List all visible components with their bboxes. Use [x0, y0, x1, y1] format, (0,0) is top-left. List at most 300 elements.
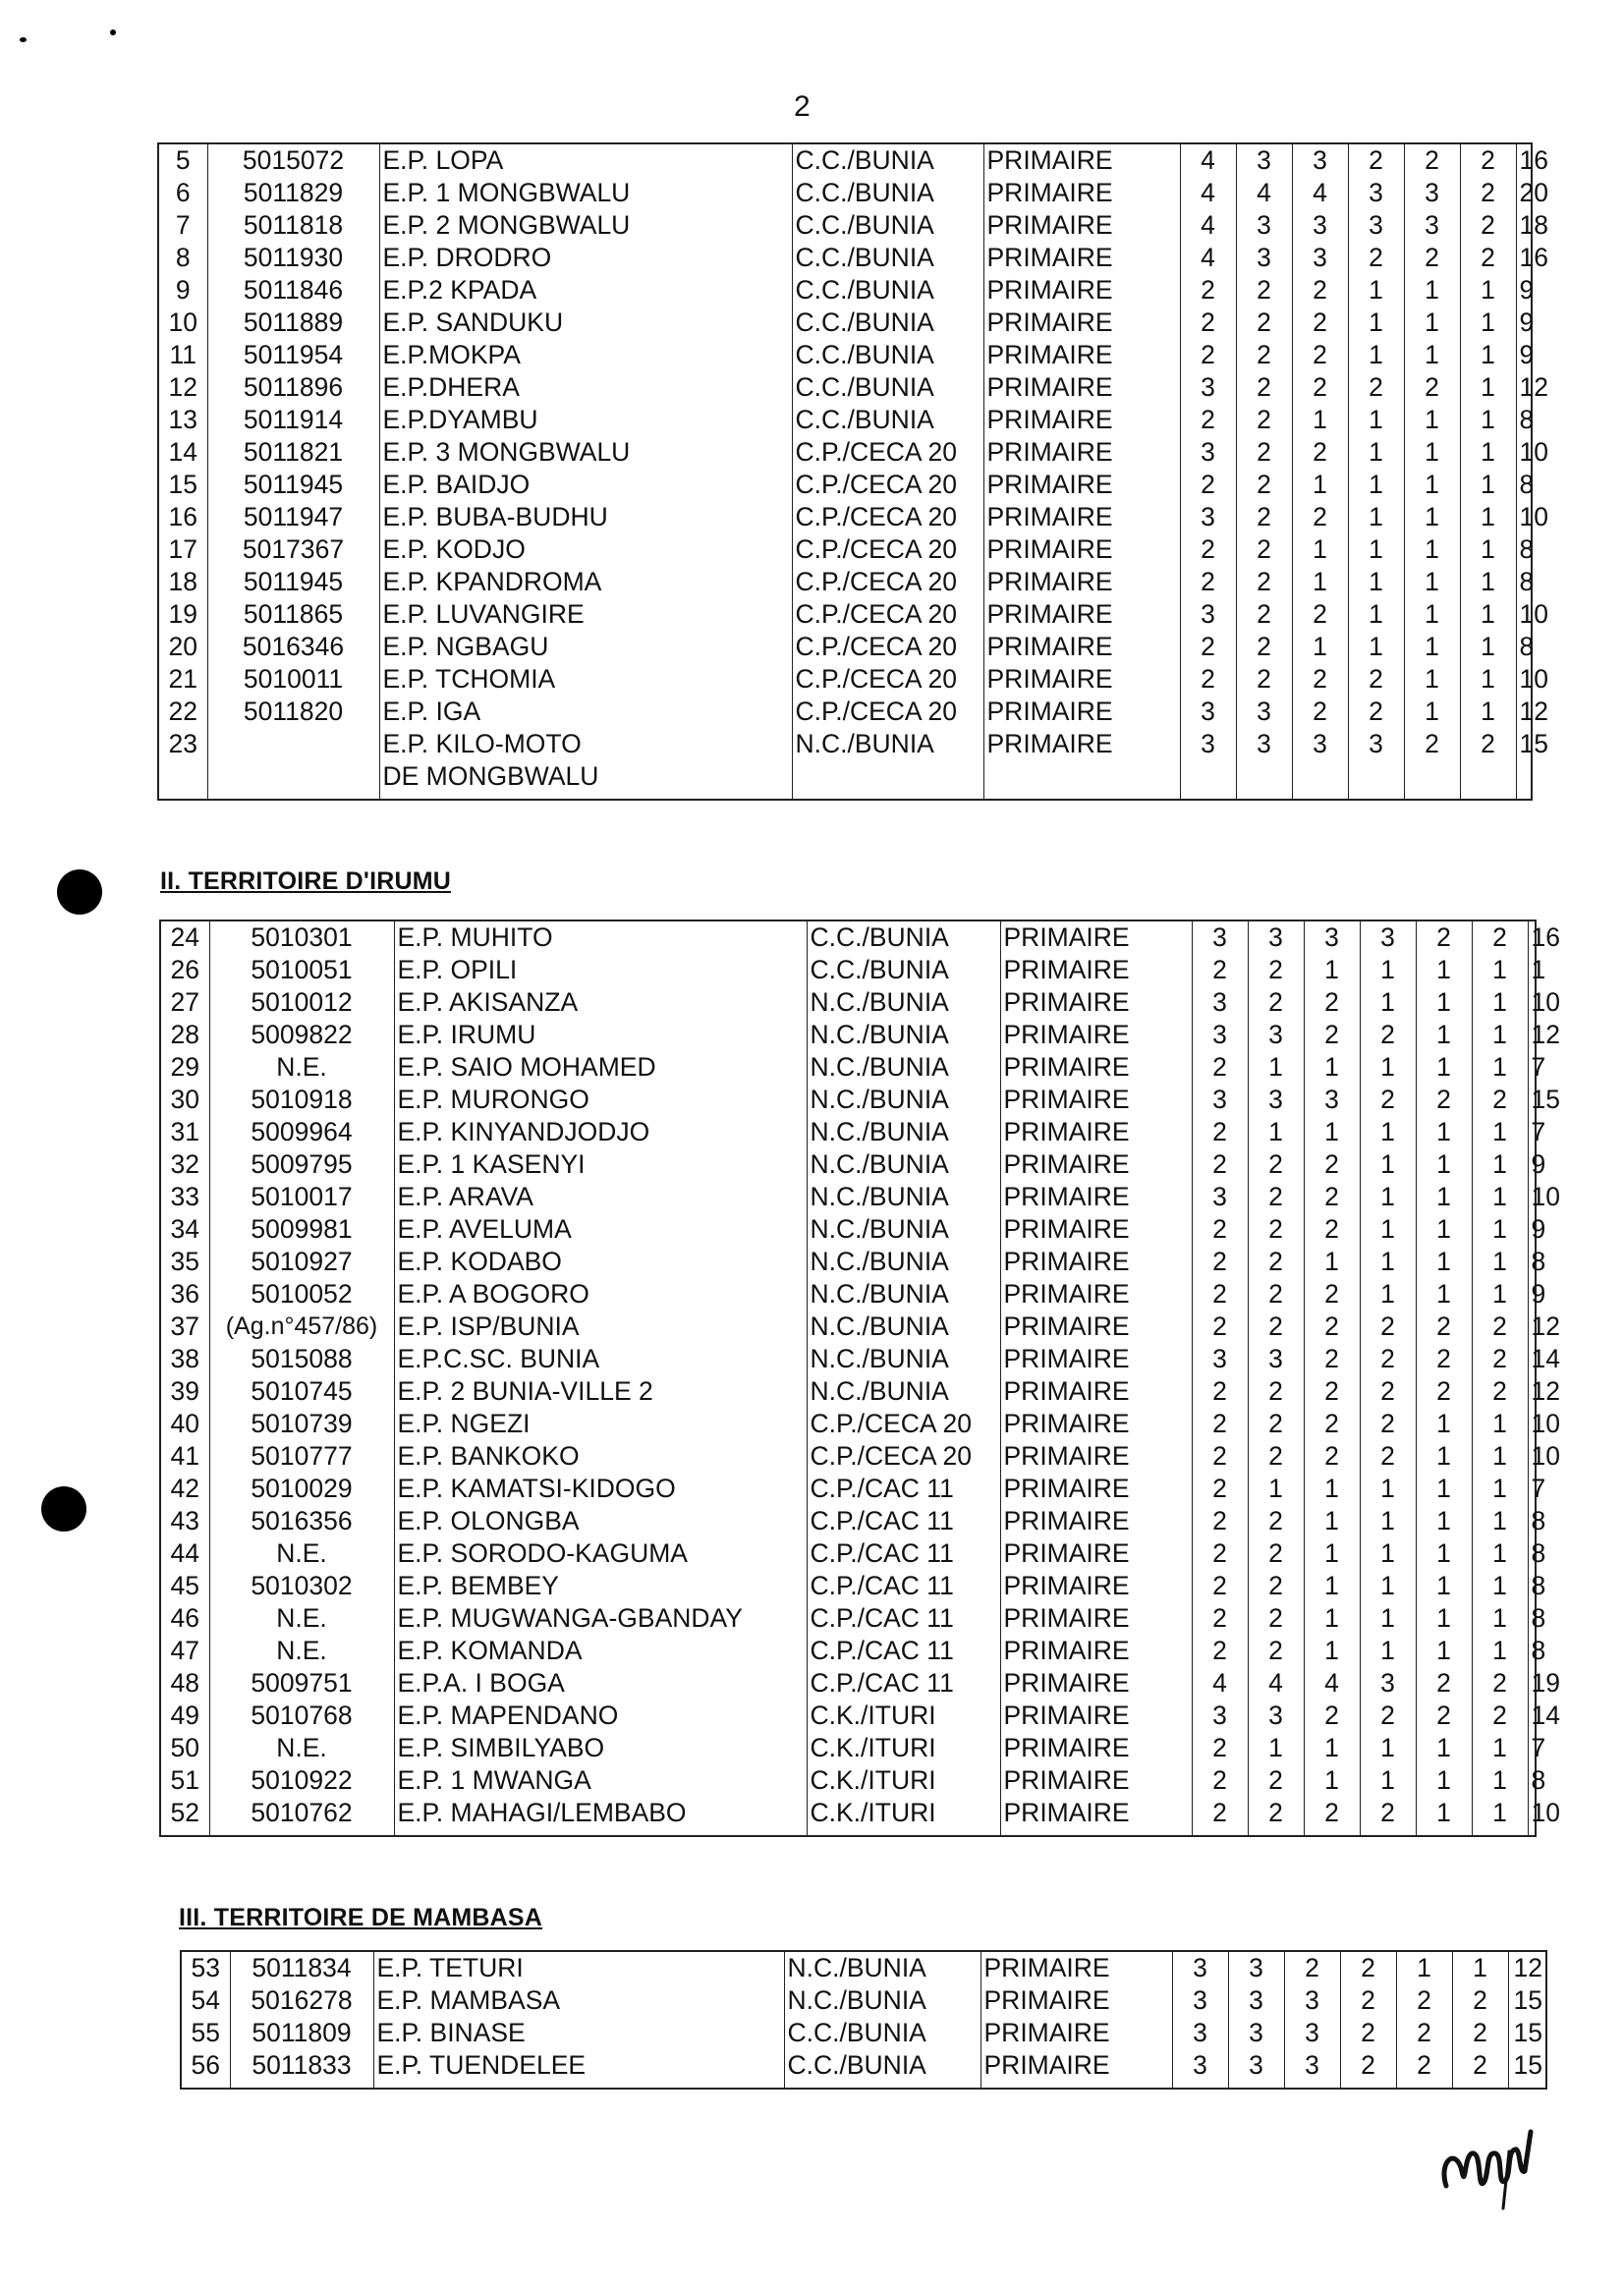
table-row: [160, 1602, 1536, 1635]
cell-count-2: 3: [1228, 1951, 1284, 1984]
cell-school-name: E.P.MOKPA: [379, 339, 792, 371]
table-row: [158, 177, 1532, 209]
cell-count-1: 2: [1192, 1505, 1248, 1537]
table-row: [158, 339, 1532, 371]
cell-count-1: 3: [1180, 501, 1236, 533]
cell-management: C.P./CECA 20: [792, 663, 983, 696]
cell-count-4: 3: [1360, 920, 1416, 954]
cell-count-5: 1: [1416, 1797, 1472, 1836]
cell-count-6: 2: [1452, 1984, 1508, 2017]
cell-level: PRIMAIRE: [983, 696, 1180, 728]
cell-level: PRIMAIRE: [980, 1984, 1172, 2017]
cell-count-2: 2: [1248, 1537, 1304, 1570]
table-row: [158, 533, 1532, 566]
cell-total: 10: [1516, 663, 1532, 696]
cell-total: 8: [1528, 1570, 1536, 1602]
cell-level: PRIMAIRE: [1000, 954, 1192, 986]
cell-count-6: 2: [1460, 209, 1516, 242]
cell-count-6: 1: [1460, 501, 1516, 533]
cell-row-number: 31: [170, 1117, 199, 1146]
cell-count-5: 1: [1396, 1951, 1452, 1984]
cell-count-4: 2: [1348, 696, 1404, 728]
cell-total: 10: [1528, 1181, 1536, 1213]
table-row: [160, 1797, 1536, 1836]
cell-school-code: N.E.: [209, 1537, 394, 1570]
cell-count-2: 3: [1236, 242, 1292, 274]
cell-count-1: 2: [1192, 1732, 1248, 1764]
cell-count-4: 1: [1360, 954, 1416, 986]
cell-count-5: 1: [1416, 1635, 1472, 1667]
cell-count-6: 1: [1472, 1408, 1528, 1440]
cell-management: C.C./BUNIA: [784, 2017, 980, 2049]
cell-count-1: 3: [1180, 371, 1236, 404]
cell-count-2: 2: [1248, 1570, 1304, 1602]
table-row: [158, 371, 1532, 404]
cell-total: 8: [1528, 1764, 1536, 1797]
cell-total: 9: [1528, 1213, 1536, 1246]
cell-school-code: 5009964: [209, 1116, 394, 1148]
cell-school-name: E.P. 1 MONGBWALU: [379, 177, 792, 209]
cell-level: PRIMAIRE: [983, 307, 1180, 339]
table-row: [160, 1311, 1536, 1343]
cell-count-6: 1: [1472, 1570, 1528, 1602]
cell-management: C.C./BUNIA: [792, 274, 983, 307]
cell-count-6: 1: [1472, 1797, 1528, 1836]
cell-school-name: E.P. DRODRO: [379, 242, 792, 274]
cell-school-code: 5011865: [207, 598, 379, 631]
cell-level: PRIMAIRE: [1000, 1116, 1192, 1148]
cell-total: 7: [1528, 1051, 1536, 1084]
cell-school-name: E.P. BAIDJO: [379, 469, 792, 501]
cell-row-number: 11: [169, 340, 196, 369]
cell-level: PRIMAIRE: [983, 209, 1180, 242]
cell-count-5: 1: [1404, 436, 1460, 469]
cell-management: C.K./ITURI: [807, 1732, 1000, 1764]
table-row: [160, 1473, 1536, 1505]
cell-count-3: 2: [1304, 1343, 1360, 1375]
cell-management: C.P./CAC 11: [807, 1473, 1000, 1505]
cell-school-name: E.P. BUBA-BUDHU: [379, 501, 792, 533]
cell-level: PRIMAIRE: [1000, 1700, 1192, 1732]
cell-total: 10: [1528, 1408, 1536, 1440]
cell-level: PRIMAIRE: [983, 533, 1180, 566]
table-row: [158, 209, 1532, 242]
cell-count-2: 3: [1236, 143, 1292, 177]
cell-school-code: 5017367: [207, 533, 379, 566]
cell-count-3: 1: [1304, 954, 1360, 986]
cell-management: N.C./BUNIA: [807, 1213, 1000, 1246]
cell-row-number: 34: [170, 1214, 199, 1244]
cell-count-2: 3: [1248, 1700, 1304, 1732]
cell-count-5: 1: [1404, 307, 1460, 339]
cell-management: C.C./BUNIA: [792, 404, 983, 436]
cell-count-1: 2: [1192, 1602, 1248, 1635]
cell-count-6: 1: [1472, 1635, 1528, 1667]
cell-management: N.C./BUNIA: [784, 1984, 980, 2017]
cell-school-name: E.P.A. I BOGA: [394, 1667, 807, 1700]
cell-level: PRIMAIRE: [980, 2049, 1172, 2089]
cell-count-5: 1: [1416, 1116, 1472, 1148]
cell-count-5: 1: [1416, 1602, 1472, 1635]
cell-count-4: 1: [1348, 436, 1404, 469]
cell-school-name: E.P. IRUMU: [394, 1019, 807, 1051]
table-row: [160, 1278, 1536, 1311]
cell-management: C.C./BUNIA: [792, 307, 983, 339]
cell-row-number: 6: [175, 178, 191, 207]
cell-school-code: 5015072: [207, 143, 379, 177]
cell-row-number: 42: [170, 1474, 199, 1503]
cell-count-3: 1: [1304, 1473, 1360, 1505]
schools-table-section-1: [157, 142, 1548, 801]
cell-row-number: 43: [170, 1506, 199, 1535]
cell-total: 8: [1516, 469, 1532, 501]
cell-school-code: 5011829: [207, 177, 379, 209]
cell-school-code: 5009751: [209, 1667, 394, 1700]
cell-count-3: 2: [1292, 598, 1348, 631]
cell-count-5: 2: [1416, 1667, 1472, 1700]
cell-count-1: 2: [1180, 631, 1236, 663]
cell-count-2: 2: [1236, 631, 1292, 663]
cell-count-3: 1: [1304, 1602, 1360, 1635]
cell-level: PRIMAIRE: [1000, 1246, 1192, 1278]
table-row: [160, 1051, 1536, 1084]
cell-count-2: 2: [1236, 598, 1292, 631]
cell-management: C.P./CECA 20: [792, 533, 983, 566]
cell-school-code: 5016278: [230, 1984, 373, 2017]
cell-count-5: 1: [1404, 501, 1460, 533]
cell-count-3: 2: [1304, 1311, 1360, 1343]
cell-school-code: 5010927: [209, 1246, 394, 1278]
cell-count-5: 2: [1416, 920, 1472, 954]
cell-level: PRIMAIRE: [1000, 1667, 1192, 1700]
cell-school-name: E.P. SANDUKU: [379, 307, 792, 339]
cell-count-6: 1: [1472, 1732, 1528, 1764]
cell-count-6: 2: [1472, 1311, 1528, 1343]
cell-count-1: 3: [1180, 598, 1236, 631]
cell-count-1: 2: [1192, 1311, 1248, 1343]
cell-count-2: 2: [1236, 404, 1292, 436]
cell-count-4: 3: [1348, 177, 1404, 209]
table-row: [160, 1084, 1536, 1116]
cell-management: N.C./BUNIA: [807, 1084, 1000, 1116]
cell-count-5: 1: [1416, 1213, 1472, 1246]
cell-count-1: 2: [1192, 1278, 1248, 1311]
cell-school-code: 5011945: [207, 566, 379, 598]
cell-level: PRIMAIRE: [1000, 1764, 1192, 1797]
cell-level: PRIMAIRE: [983, 728, 1180, 800]
cell-count-5: 1: [1416, 1408, 1472, 1440]
cell-management: N.C./BUNIA: [807, 1278, 1000, 1311]
cell-count-2: 2: [1236, 339, 1292, 371]
cell-count-5: 2: [1416, 1084, 1472, 1116]
cell-count-4: 3: [1360, 1667, 1416, 1700]
cell-count-3: 1: [1304, 1246, 1360, 1278]
cell-count-4: 1: [1360, 1473, 1416, 1505]
table-row: [181, 2017, 1546, 2049]
cell-school-code: N.E.: [209, 1635, 394, 1667]
cell-count-4: 1: [1360, 1570, 1416, 1602]
cell-count-2: 2: [1248, 1311, 1304, 1343]
cell-management: C.P./CECA 20: [792, 436, 983, 469]
cell-total: 12: [1528, 1311, 1536, 1343]
cell-school-name: E.P.DHERA: [379, 371, 792, 404]
cell-count-3: 2: [1304, 1375, 1360, 1408]
cell-management: C.C./BUNIA: [807, 954, 1000, 986]
cell-row-number: 37: [170, 1311, 199, 1341]
cell-total: 16: [1516, 242, 1532, 274]
cell-count-1: 2: [1192, 1051, 1248, 1084]
cell-row-number: 8: [175, 243, 191, 272]
cell-count-3: 2: [1292, 501, 1348, 533]
table-row: [160, 1764, 1536, 1797]
cell-count-4: 2: [1360, 1440, 1416, 1473]
cell-school-code: 5011833: [230, 2049, 373, 2089]
cell-count-6: 1: [1472, 954, 1528, 986]
cell-school-code: 5016356: [209, 1505, 394, 1537]
cell-management: C.P./CECA 20: [807, 1408, 1000, 1440]
cell-count-4: 1: [1360, 1602, 1416, 1635]
cell-count-3: 2: [1292, 696, 1348, 728]
cell-count-3: 1: [1304, 1505, 1360, 1537]
cell-row-number: 23: [168, 729, 197, 758]
cell-level: PRIMAIRE: [1000, 1440, 1192, 1473]
cell-level: PRIMAIRE: [983, 631, 1180, 663]
cell-management: C.P./CECA 20: [792, 566, 983, 598]
cell-total: 10: [1528, 1797, 1536, 1836]
cell-total: 15: [1508, 1984, 1546, 2017]
table-row: [181, 2049, 1546, 2089]
cell-school-name: E.P. NGBAGU: [379, 631, 792, 663]
cell-count-4: 2: [1360, 1343, 1416, 1375]
cell-management: C.C./BUNIA: [792, 143, 983, 177]
cell-count-4: 1: [1360, 1278, 1416, 1311]
table-row: [158, 307, 1532, 339]
cell-count-6: 2: [1472, 1084, 1528, 1116]
cell-school-code: N.E.: [209, 1732, 394, 1764]
cell-count-4: 1: [1360, 1635, 1416, 1667]
cell-row-number: 36: [170, 1279, 199, 1309]
table-row: [158, 501, 1532, 533]
cell-level: PRIMAIRE: [983, 242, 1180, 274]
cell-count-1: 4: [1180, 143, 1236, 177]
cell-total: 15: [1516, 728, 1532, 800]
cell-row-number: 41: [170, 1441, 199, 1471]
cell-management: C.P./CECA 20: [792, 501, 983, 533]
cell-count-3: 3: [1304, 920, 1360, 954]
cell-count-6: 1: [1460, 598, 1516, 631]
cell-count-3: 1: [1292, 469, 1348, 501]
cell-row-number: 28: [170, 1020, 199, 1049]
cell-school-code: 5011818: [207, 209, 379, 242]
cell-school-name: E.P. 3 MONGBWALU: [379, 436, 792, 469]
cell-count-1: 2: [1192, 1764, 1248, 1797]
cell-management: C.C./BUNIA: [792, 339, 983, 371]
cell-row-number: 55: [191, 2018, 220, 2047]
cell-count-6: 2: [1472, 1667, 1528, 1700]
cell-count-1: 2: [1180, 274, 1236, 307]
cell-total: 9: [1528, 1278, 1536, 1311]
cell-count-4: 2: [1360, 1797, 1416, 1836]
cell-school-code: 5010052: [209, 1278, 394, 1311]
cell-total: 8: [1528, 1602, 1536, 1635]
cell-school-name: E.P.2 KPADA: [379, 274, 792, 307]
section-title-mambasa: III. TERRITOIRE DE MAMBASA: [179, 1904, 543, 1931]
cell-level: PRIMAIRE: [980, 2017, 1172, 2049]
schools-table-section-2: [159, 920, 1560, 1837]
cell-row-number: 53: [191, 1953, 220, 1982]
cell-management: N.C./BUNIA: [807, 1375, 1000, 1408]
cell-school-name: E.P. BEMBEY: [394, 1570, 807, 1602]
cell-school-name: E.P. LOPA: [379, 143, 792, 177]
cell-count-4: 2: [1340, 2017, 1396, 2049]
cell-count-4: 2: [1360, 1408, 1416, 1440]
table-row: [160, 1343, 1536, 1375]
cell-level: PRIMAIRE: [1000, 920, 1192, 954]
cell-count-3: 1: [1304, 1570, 1360, 1602]
cell-count-1: 2: [1192, 1375, 1248, 1408]
cell-count-4: 1: [1348, 469, 1404, 501]
cell-count-6: 1: [1460, 533, 1516, 566]
cell-count-3: 2: [1304, 1181, 1360, 1213]
cell-count-5: 3: [1404, 177, 1460, 209]
cell-level: PRIMAIRE: [983, 339, 1180, 371]
cell-count-4: 2: [1360, 1311, 1416, 1343]
cell-count-2: 2: [1248, 1278, 1304, 1311]
cell-count-3: 3: [1292, 143, 1348, 177]
cell-count-1: 2: [1192, 954, 1248, 986]
table-row: [158, 242, 1532, 274]
cell-row-number: 48: [170, 1668, 199, 1698]
cell-count-4: 2: [1340, 2049, 1396, 2089]
cell-total: 9: [1516, 274, 1532, 307]
cell-management: C.K./ITURI: [807, 1700, 1000, 1732]
cell-count-5: 2: [1416, 1311, 1472, 1343]
table-row: [158, 566, 1532, 598]
cell-school-name: E.P. 1 MWANGA: [394, 1764, 807, 1797]
table-row: [160, 1440, 1536, 1473]
cell-level: PRIMAIRE: [1000, 1602, 1192, 1635]
cell-level: PRIMAIRE: [983, 371, 1180, 404]
cell-count-3: 1: [1304, 1732, 1360, 1764]
cell-count-6: 1: [1460, 696, 1516, 728]
cell-count-1: 3: [1192, 1084, 1248, 1116]
cell-management: C.P./CAC 11: [807, 1602, 1000, 1635]
cell-school-code: 5010922: [209, 1764, 394, 1797]
cell-count-3: 3: [1284, 2049, 1340, 2089]
cell-count-4: 1: [1348, 501, 1404, 533]
cell-school-name: E.P. KINYANDJODJO: [394, 1116, 807, 1148]
cell-school-name: E.P. BINASE: [373, 2017, 784, 2049]
cell-school-name: E.P. 1 KASENYI: [394, 1148, 807, 1181]
section-title-irumu: II. TERRITOIRE D'IRUMU: [160, 867, 452, 895]
cell-row-number: 30: [170, 1085, 199, 1114]
cell-total: 7: [1528, 1116, 1536, 1148]
cell-count-6: 2: [1472, 1375, 1528, 1408]
cell-count-1: 2: [1192, 1213, 1248, 1246]
cell-count-2: 1: [1248, 1473, 1304, 1505]
cell-school-code: 5009822: [209, 1019, 394, 1051]
cell-total: 10: [1528, 986, 1536, 1019]
cell-management: C.C./BUNIA: [792, 177, 983, 209]
cell-count-1: 2: [1180, 404, 1236, 436]
cell-school-name: E.P. TETURI: [373, 1951, 784, 1984]
cell-count-5: 1: [1404, 598, 1460, 631]
cell-total: 8: [1528, 1537, 1536, 1570]
cell-count-3: 4: [1292, 177, 1348, 209]
cell-row-number: 44: [170, 1538, 199, 1568]
cell-count-1: 3: [1172, 2017, 1228, 2049]
cell-count-3: 3: [1292, 242, 1348, 274]
cell-row-number: 19: [168, 599, 197, 629]
cell-count-4: 3: [1348, 728, 1404, 800]
cell-count-5: 1: [1404, 533, 1460, 566]
cell-row-number: 27: [170, 987, 199, 1017]
cell-count-2: 3: [1236, 209, 1292, 242]
cell-count-2: 2: [1248, 1246, 1304, 1278]
cell-count-1: 3: [1172, 2049, 1228, 2089]
cell-total: 12: [1528, 1375, 1536, 1408]
cell-count-3: 1: [1304, 1537, 1360, 1570]
cell-school-code: [207, 728, 379, 800]
cell-row-number: 49: [170, 1701, 199, 1730]
cell-count-2: 2: [1248, 1764, 1304, 1797]
cell-level: PRIMAIRE: [983, 404, 1180, 436]
cell-count-3: 1: [1292, 404, 1348, 436]
cell-count-3: 1: [1304, 1764, 1360, 1797]
cell-school-name: E.P. AVELUMA: [394, 1213, 807, 1246]
cell-row-number: 35: [170, 1247, 199, 1276]
cell-count-3: 3: [1292, 728, 1348, 800]
cell-school-name: E.P. NGEZI: [394, 1408, 807, 1440]
cell-count-1: 2: [1180, 469, 1236, 501]
cell-school-name: E.P. MAPENDANO: [394, 1700, 807, 1732]
cell-school-code: 5011954: [207, 339, 379, 371]
cell-count-6: 1: [1472, 1148, 1528, 1181]
cell-count-1: 3: [1192, 1019, 1248, 1051]
cell-count-4: 1: [1360, 1537, 1416, 1570]
cell-count-1: 2: [1180, 339, 1236, 371]
cell-count-5: 1: [1416, 1764, 1472, 1797]
cell-management: N.C./BUNIA: [792, 728, 983, 800]
cell-school-code: 5011820: [207, 696, 379, 728]
cell-count-5: 2: [1416, 1375, 1472, 1408]
cell-count-2: 2: [1236, 469, 1292, 501]
cell-management: C.P./CECA 20: [792, 631, 983, 663]
cell-count-6: 1: [1472, 1181, 1528, 1213]
table-row: [158, 143, 1532, 177]
cell-level: PRIMAIRE: [1000, 1148, 1192, 1181]
cell-count-5: 1: [1404, 663, 1460, 696]
cell-row-number: 15: [168, 470, 197, 499]
cell-school-code: 5010011: [207, 663, 379, 696]
table-row: [158, 728, 1532, 800]
cell-count-6: 2: [1472, 1700, 1528, 1732]
cell-total: 14: [1528, 1700, 1536, 1732]
cell-management: C.C./BUNIA: [784, 2049, 980, 2089]
cell-total: 15: [1528, 1084, 1536, 1116]
cell-school-name: E.P. OLONGBA: [394, 1505, 807, 1537]
cell-row-number: 7: [175, 210, 191, 240]
cell-management: N.C./BUNIA: [807, 1051, 1000, 1084]
cell-level: PRIMAIRE: [1000, 1311, 1192, 1343]
cell-school-code: 5010739: [209, 1408, 394, 1440]
cell-total: 12: [1508, 1951, 1546, 1984]
cell-count-2: 2: [1248, 1213, 1304, 1246]
cell-count-5: 1: [1416, 1473, 1472, 1505]
cell-count-4: 1: [1348, 307, 1404, 339]
cell-count-1: 2: [1192, 1116, 1248, 1148]
table-row: [160, 1570, 1536, 1602]
